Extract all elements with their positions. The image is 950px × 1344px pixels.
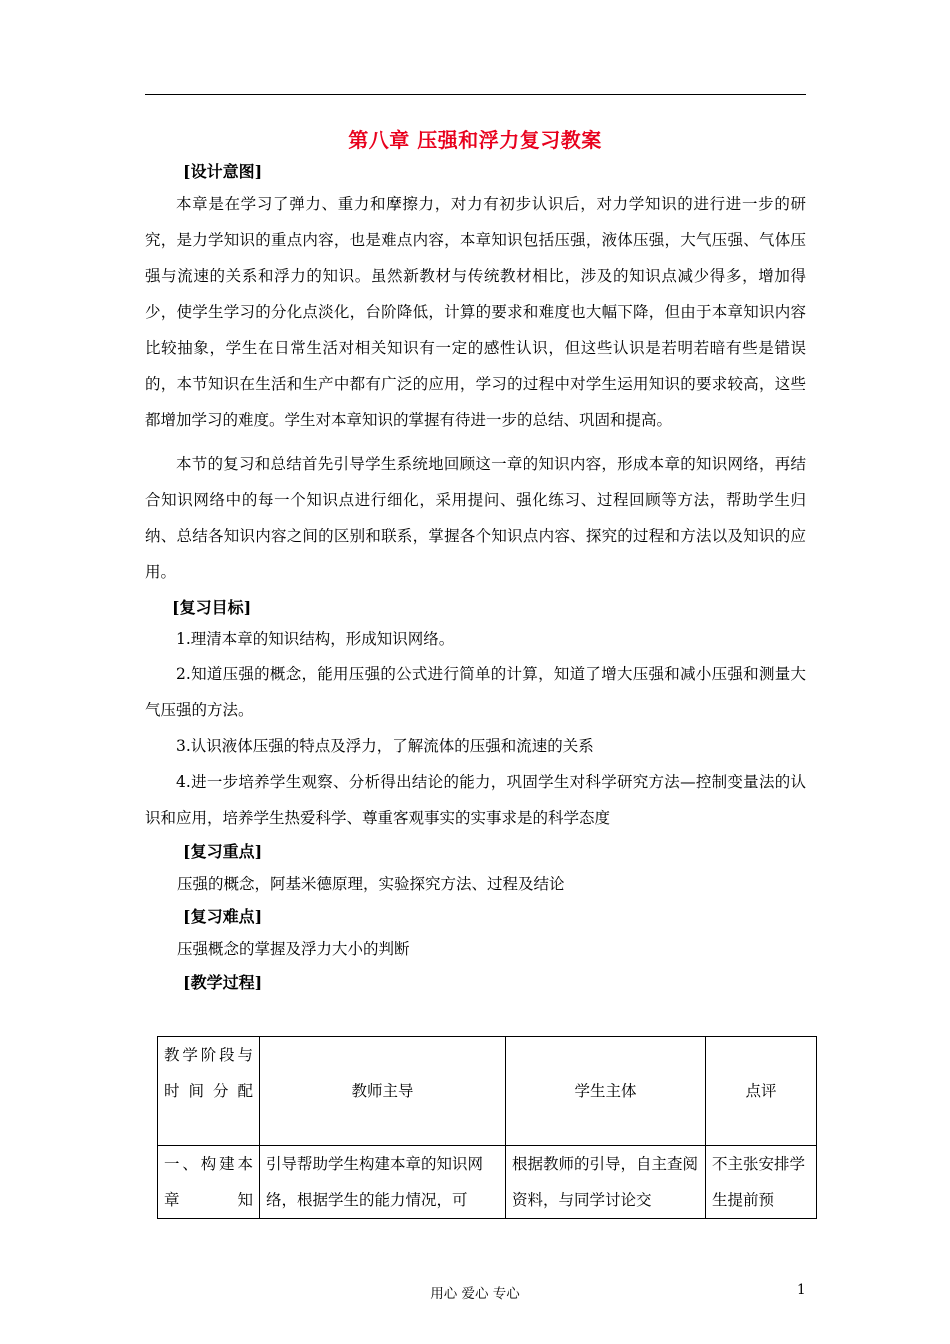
- row-cell-comment: 不主张安排学生提前预: [706, 1146, 817, 1219]
- goal-item-4: 4.进一步培养学生观察、分析得出结论的能力，巩固学生对科学研究方法—控制变量法的认识和应用，培养学生热爱科学、尊重客观事实的实事求是的科学态度: [145, 773, 806, 827]
- design-paragraph-1: 本章是在学习了弹力、重力和摩擦力，对力有初步认识后，对力学知识的进行进一步的研究，是力学知识的重点内容，也是难点内容，本章知识包括压强，液体压强，大气压强、气体压强与流速的关系和浮力的知识。虽然新教材与传统教材相比，涉及的知识点减少得多，增加得少，使学生学习的分化点淡化，台阶降低，计算的要求和难度也大幅下降，但由于本章知识内容比较抽象，学生在日常生活对相关知识有一定的感性认识，但这些认识是若明若暗有些是错误的，本节知识在生活和生产中都有广泛的应用，学习的过程中对学生运用知识的要求较高，这些都增加学习的难度。学生对本章知识的掌握有待进一步的总结、巩固和提高。: [145, 195, 806, 429]
- document-title: 第八章 压强和浮力复习教案: [348, 128, 602, 152]
- design-paragraph-2: 本节的复习和总结首先引导学生系统地回顾这一章的知识内容，形成本章的知识网络，再结合知识网络中的每一个知识点进行细化，采用提问、强化练习、过程回顾等方法，帮助学生归纳、总结各知识内容之间的区别和联系，掌握各个知识点内容、探究的过程和方法以及知识的应用。: [145, 455, 806, 581]
- design-heading: [设计意图]: [183, 162, 263, 181]
- page-number: 1: [797, 1282, 806, 1298]
- row-cell-stage: 一、构建本章知: [158, 1146, 260, 1219]
- goals-heading: [复习目标]: [172, 598, 252, 617]
- row-cell-teacher: 引导帮助学生构建本章的知识网络，根据学生的能力情况，可: [260, 1146, 506, 1219]
- header-cell-comment: 点评: [706, 1037, 817, 1146]
- footer-motto: 用心 爱心 专心: [430, 1286, 520, 1302]
- focus-heading: [复习重点]: [183, 842, 263, 861]
- difficulty-heading: [复习难点]: [183, 907, 263, 926]
- focus-text: 压强的概念，阿基米德原理，实验探究方法、过程及结论: [177, 875, 565, 893]
- table-header-row: [158, 1037, 817, 1146]
- teaching-process-table: [157, 1036, 817, 1219]
- header-cell-teacher: 教师主导: [260, 1037, 506, 1146]
- header-cell-stage: 教学阶段与时间分配: [158, 1037, 260, 1146]
- difficulty-text: 压强概念的掌握及浮力大小的判断: [177, 940, 410, 958]
- row-cell-student: 根据教师的引导，自主查阅资料，与同学讨论交: [506, 1146, 706, 1219]
- process-heading: [教学过程]: [183, 973, 263, 992]
- header-cell-student: 学生主体: [506, 1037, 706, 1146]
- header-rule: [145, 94, 806, 95]
- table-row: [158, 1146, 817, 1219]
- goal-item-1: 1.理清本章的知识结构，形成知识网络。: [176, 630, 455, 648]
- goal-item-3: 3.认识液体压强的特点及浮力，了解流体的压强和流速的关系: [176, 737, 594, 755]
- goal-item-2: 2.知道压强的概念，能用压强的公式进行简单的计算，知道了增大压强和减小压强和测量大气压强的方法。: [145, 665, 806, 719]
